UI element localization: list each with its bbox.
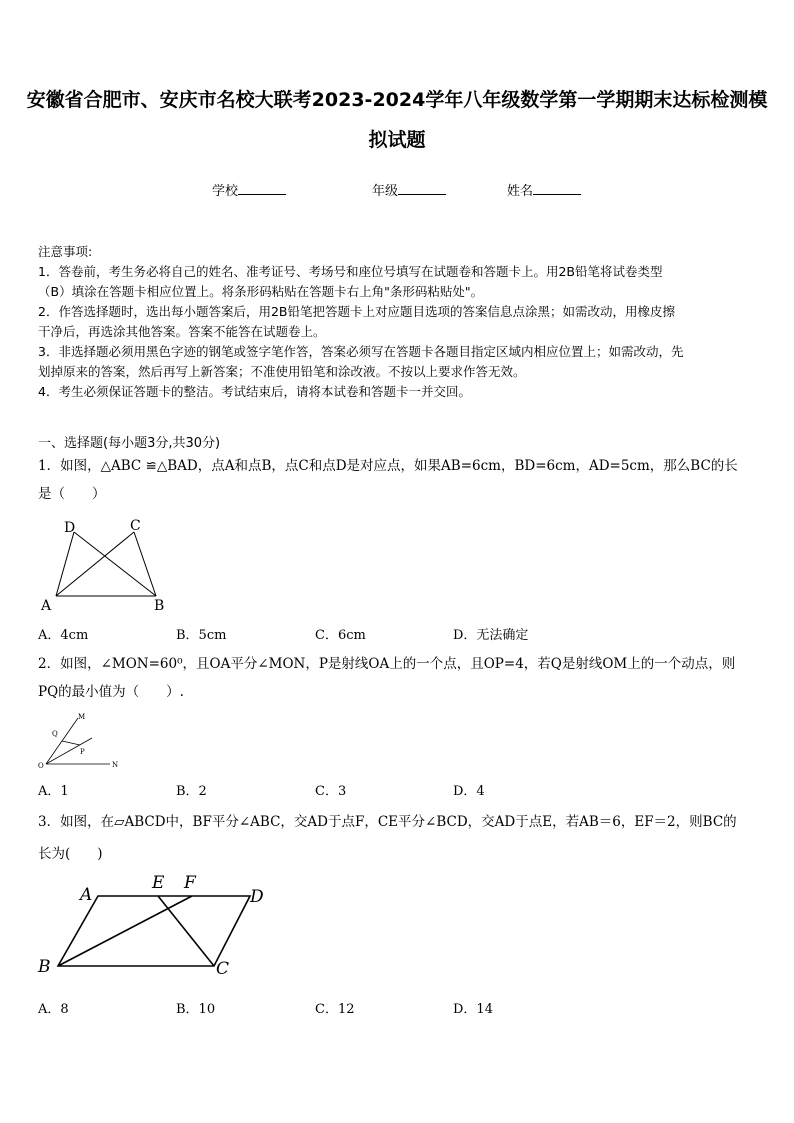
school-label: 学校 — [212, 184, 239, 199]
q1-option-c: C．6cm — [315, 628, 366, 643]
page-title: 安徽省合肥市、安庆市名校大联考2023-2024学年八年级数学第一学期期末达标检测模 — [26, 89, 768, 111]
question-1 — [38, 452, 760, 508]
q2-option-b: B．2 — [176, 784, 207, 799]
label-d: D — [250, 887, 264, 907]
segment-bd — [74, 532, 156, 596]
notes-heading: 注意事项: — [38, 244, 93, 259]
label-b: B — [154, 598, 165, 614]
name-blank — [533, 182, 581, 195]
page-title-line2: 拟试题 — [368, 129, 426, 151]
parallelogram-abcd — [58, 896, 250, 966]
ray-oa — [46, 738, 92, 764]
question-2-figure — [36, 710, 126, 772]
segment-pq — [62, 741, 80, 745]
note-line: 4．考生必须保证答题卡的整洁。考试结束后，请将本试卷和答题卡一并交回。 — [38, 384, 471, 399]
note-line: 划掉原来的答案，然后再写上新答案；不准使用铅笔和涂改液。不按以上要求作答无效。 — [38, 364, 526, 379]
q3-option-d: D．14 — [453, 1002, 493, 1017]
label-o: O — [38, 762, 44, 770]
q3-option-a: A．8 — [38, 1002, 69, 1017]
question-2 — [38, 650, 760, 706]
segment-ce — [158, 896, 214, 966]
note-line: 2．作答选择题时，选出每小题答案后，用2B铅笔把答题卡上对应题目选项的答案信息点涂黑；如需改动，用橡皮擦 — [38, 304, 675, 319]
q3-option-b: B．10 — [176, 1002, 216, 1017]
label-f: F — [184, 873, 196, 893]
q1-option-b: B．5cm — [176, 628, 227, 643]
question-2-text-line1: 2．如图，∠MON=60⁰，且OA平分∠MON，P是射线OA上的一个点，且OP=4，若Q是射线OM上的一个动点，则 — [38, 656, 736, 672]
school-field — [212, 180, 286, 199]
question-1-text-line1: 1．如图，△ABC ≌△BAD，点A和点B，点C和点D是对应点，如果AB=6cm，BD=6cm，AD=5cm，那么BC的长 — [38, 458, 738, 474]
notes-block — [38, 242, 758, 402]
q2-option-d: D．4 — [453, 784, 485, 799]
question-3-text-line1: 3．如图，在▱ABCD中，BF平分∠ABC，交AD于点F，CE平分∠BCD，交AD于点E，若AB＝6，EF＝2，则BC的 — [38, 814, 737, 830]
label-m: M — [78, 713, 86, 721]
question-3 — [38, 806, 760, 870]
name-label: 姓名 — [507, 184, 534, 199]
note-line: 1．答卷前，考生务必将自己的姓名、准考证号、考场号和座位号填写在试题卷和答题卡上。用2B铅笔将试卷类型 — [38, 264, 663, 279]
segment-bc — [134, 532, 156, 596]
label-n: N — [112, 761, 119, 769]
question-3-text-line2: 长为( ) — [38, 846, 103, 862]
label-p: P — [80, 748, 85, 756]
label-d: D — [64, 520, 76, 536]
label-e: E — [152, 873, 165, 893]
question-1-figure — [38, 512, 178, 616]
label-c: C — [216, 959, 230, 979]
q2-option-c: C．3 — [315, 784, 347, 799]
q1-option-d: D．无法确定 — [453, 628, 529, 643]
question-1-text-line2: 是（ ） — [38, 486, 106, 502]
grade-field — [372, 180, 446, 199]
note-line: 3．非选择题必须用黑色字迹的钢笔或签字笔作答，答案必须写在答题卡各题目指定区域内相应位置上；如需改动，先 — [38, 344, 684, 359]
label-c: C — [130, 518, 141, 534]
note-line: 干净后，再选涂其他答案。答案不能答在试题卷上。 — [38, 324, 326, 339]
q2-option-a: A．1 — [38, 784, 69, 799]
q3-option-c: C．12 — [315, 1002, 355, 1017]
note-line: （B）填涂在答题卡相应位置上。将条形码粘贴在答题卡右上角"条形码粘贴处"。 — [38, 284, 484, 299]
segment-ad — [56, 532, 74, 596]
label-a: A — [41, 598, 52, 614]
label-b: B — [38, 957, 51, 977]
label-a: A — [80, 885, 93, 905]
name-field — [507, 180, 581, 199]
label-q: Q — [52, 730, 58, 738]
question-2-text-line2: PQ的最小值为（ ）. — [38, 684, 184, 700]
grade-blank — [398, 182, 446, 195]
section-heading: 一、选择题(每小题3分,共30分) — [38, 436, 221, 451]
question-3-figure — [34, 868, 274, 980]
segment-ac — [56, 532, 134, 596]
school-blank — [238, 182, 286, 195]
q1-option-a: A．4cm — [38, 628, 89, 643]
grade-label: 年级 — [372, 184, 399, 199]
